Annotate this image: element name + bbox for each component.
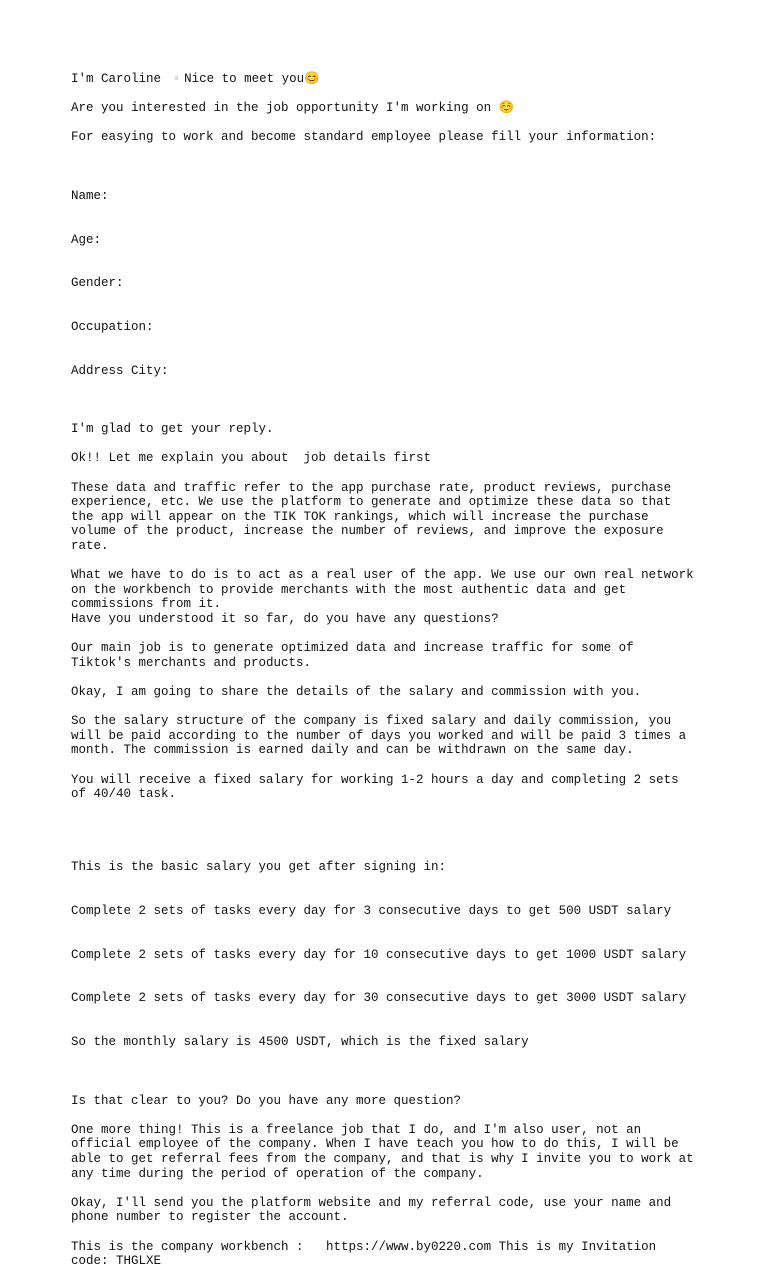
basic-salary-list (71, 831, 721, 1079)
interest-text: Are you interested in the job opportunity I'm working on ☺️ (71, 101, 515, 116)
form-field-age: Age: (71, 232, 102, 247)
basic-salary-heading: This is the basic salary you get after signing in: (71, 860, 447, 875)
salary-tier-10-days: Complete 2 sets of tasks every day for 10 consecutive days to get 1000 USDT salary (71, 947, 687, 962)
form-field-name: Name: (71, 188, 109, 203)
workbench-paragraph: This is the company workbench : https://www.by0220.com This is my Invitation code: THGLXE (71, 1239, 657, 1269)
salary-structure-paragraph: So the salary structure of the company is fixed salary and daily commission, you will be paid according to the number of days you worked and will be paid 3 times a month. The commission is earned daily and can be withdrawn on the same day. (71, 714, 687, 758)
glad-text: I'm glad to get your reply. (71, 422, 274, 437)
form-field-address-city: Address City: (71, 363, 169, 378)
form-field-occupation: Occupation: (71, 320, 154, 335)
explain-text: Ok!! Let me explain you about job details first (71, 451, 432, 466)
data-traffic-paragraph: These data and traffic refer to the app purchase rate, product reviews, purchase experience, etc. We use the platform to generate and optimize these data so that the app will appear on the TIK TOK rankings, which will increase the purchase volume of the product, increase the number of reviews, and improve the exposure rate. (71, 480, 672, 553)
fill-info-text: For easying to work and become standard employee please fill your information: (71, 130, 657, 145)
fixed-salary-paragraph: You will receive a fixed salary for working 1-2 hours a day and completing 2 sets of 40/40 task. (71, 772, 679, 802)
salary-tier-30-days: Complete 2 sets of tasks every day for 30 consecutive days to get 3000 USDT salary (71, 991, 687, 1006)
monthly-salary-summary: So the monthly salary is 4500 USDT, which is the fixed salary (71, 1035, 529, 1050)
clear-question-text: Is that clear to you? Do you have any more question? (71, 1093, 462, 1108)
form-fields-list (71, 160, 721, 408)
freelance-paragraph: One more thing! This is a freelance job that I do, and I'm also user, not an official employee of the company. When I have teach you how to do this, I will be able to get referral fees from the company, and that is why I invite you to work at any time during the period of operation of the company. (71, 1122, 694, 1181)
blank-line (71, 816, 721, 831)
send-website-paragraph: Okay, I'll send you the platform website and my referral code, use your name and phone number to register the account. (71, 1195, 672, 1225)
share-salary-text: Okay, I am going to share the details of the salary and commission with you. (71, 684, 642, 699)
real-user-paragraph: What we have to do is to act as a real user of the app. We use our own real network on the workbench to provide merchants with the most authentic data and get commissions from it. Have you understood it so far, do you have any questions? (71, 568, 694, 626)
form-field-gender: Gender: (71, 276, 124, 291)
salary-tier-3-days: Complete 2 sets of tasks every day for 3 consecutive days to get 500 USDT salary (71, 903, 672, 918)
main-job-paragraph: Our main job is to generate optimized data and increase traffic for some of Tiktok's merchants and products. (71, 641, 634, 670)
document-page (71, 72, 721, 1283)
intro-text: I'm Caroline ▫️Nice to meet you😊 (71, 72, 320, 86)
